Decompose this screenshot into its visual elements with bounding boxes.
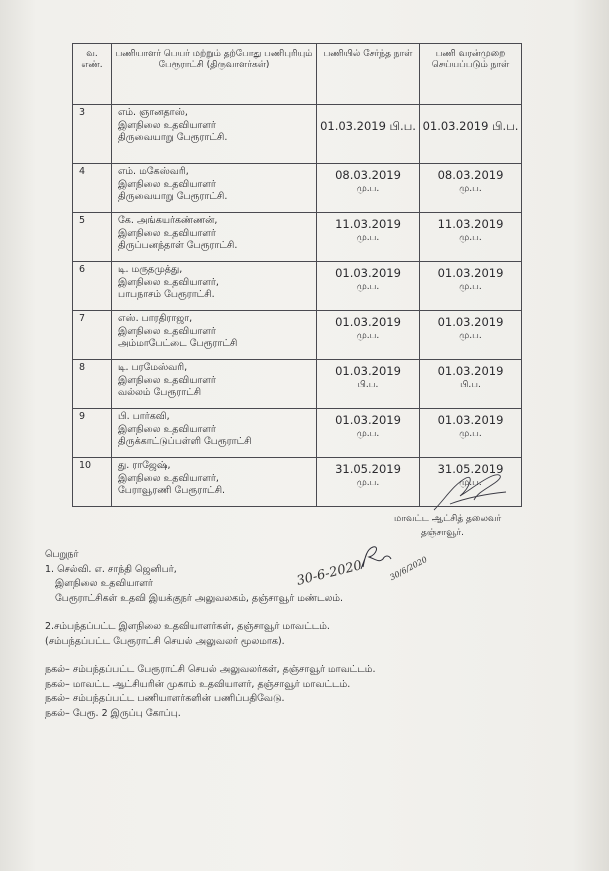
person-designation: இளநிலை உதவியாளர் — [118, 227, 216, 239]
joined-date-value: 11.03.2019 — [335, 217, 401, 231]
table-row — [73, 409, 522, 458]
row-regularized-date — [420, 213, 522, 262]
regularized-date-value: 01.03.2019 பி.ப. — [422, 119, 519, 133]
row-serial: 9 — [73, 409, 112, 458]
person-designation: இளநிலை உதவியாளர் — [118, 423, 216, 435]
joined-session: மு.ப. — [356, 184, 380, 194]
person-town: திருவையாறு பேரூராட்சி. — [118, 132, 228, 143]
row-person — [112, 360, 317, 409]
row-serial: 10 — [73, 458, 112, 507]
person-designation: இளநிலை உதவியாளர், — [118, 276, 219, 288]
regularized-session: மு.ப. — [459, 282, 482, 292]
copy-3: நகல்– சம்பந்தப்பட்ட பணியாளர்களின் பணிப்பதிவேடு. — [45, 693, 285, 704]
regularized-session: மு.ப. — [459, 331, 482, 341]
signatory-place: தஞ்சாவூர். — [421, 528, 464, 538]
joined-date-value: 01.03.2019 பி.ப. — [320, 119, 416, 133]
signatory-title: மாவட்ட ஆட்சித் தலைவர் — [394, 514, 502, 524]
row-joined-date — [317, 360, 420, 409]
handwritten-date-right: 30/6/2020 — [388, 554, 429, 583]
row-joined-date — [317, 311, 420, 360]
person-town: திருக்காட்டுப்பள்ளி பேரூராட்சி — [118, 436, 252, 447]
handwritten-date-left: 30-6-2020 — [295, 558, 364, 589]
recipient-1-office: பேரூராட்சிகள் உதவி இயக்குநர் அலுவலகம், தஞ்சாவூர் மண்டலம். — [55, 592, 344, 604]
table-row — [73, 213, 522, 262]
table-header-row — [73, 44, 522, 105]
row-serial: 3 — [73, 105, 112, 164]
joined-session: மு.ப. — [356, 478, 380, 488]
signatory-block — [394, 512, 501, 540]
joined-session: மு.ப. — [356, 429, 380, 439]
row-serial: 6 — [73, 262, 112, 311]
person-town: பாபநாசம் பேரூராட்சி. — [118, 289, 215, 300]
table-row — [73, 262, 522, 311]
row-joined-date — [317, 262, 420, 311]
row-joined-date — [317, 213, 420, 262]
recipient-2-line: 2.சம்பந்தப்பட்ட இளநிலை உதவியாளர்கள், தஞ்சாவூர் மாவட்டம். — [45, 621, 330, 632]
row-person — [112, 164, 317, 213]
header-joined: பணியில் சேர்ந்த நாள் — [317, 44, 420, 105]
row-person — [112, 458, 317, 507]
row-regularized-date — [420, 164, 522, 213]
person-town: அம்மாபேட்டை பேரூராட்சி — [118, 338, 238, 349]
row-person — [112, 213, 317, 262]
joined-date-value: 01.03.2019 — [335, 413, 401, 427]
person-town: வல்லம் பேரூராட்சி — [118, 387, 202, 398]
row-serial: 7 — [73, 311, 112, 360]
person-name: எம். ஞானதாஸ், — [118, 107, 188, 118]
row-joined-date — [317, 458, 420, 507]
header-regularized: பணி வரன்முறை செய்யப்படும் நாள் — [420, 44, 522, 105]
row-serial: 8 — [73, 360, 112, 409]
person-name: டி. பரமேஸ்வரி, — [118, 362, 188, 373]
row-regularized-date — [420, 360, 522, 409]
person-designation: இளநிலை உதவியாளர் — [118, 374, 216, 386]
regularized-session: மு.ப. — [459, 478, 482, 488]
regularized-session: மு.ப. — [459, 233, 482, 243]
person-town: திருப்பனந்தாள் பேரூராட்சி. — [118, 240, 238, 251]
row-regularized-date — [420, 311, 522, 360]
joined-date-value: 01.03.2019 — [335, 266, 401, 280]
regularized-date-value: 31.05.2019 — [437, 462, 504, 476]
row-regularized-date — [420, 105, 522, 164]
person-name: கே. அங்கயர்கண்ணன், — [118, 215, 218, 226]
joined-date-value: 08.03.2019 — [335, 168, 401, 182]
joined-session: மு.ப. — [356, 282, 380, 292]
person-name: பி. பார்கவி, — [118, 411, 170, 422]
regularized-date-value: 08.03.2019 — [437, 168, 504, 182]
joined-session: மு.ப. — [356, 331, 380, 341]
regularized-date-value: 01.03.2019 — [437, 266, 504, 280]
row-person — [112, 409, 317, 458]
person-name: எம். மகேஸ்வரி, — [118, 166, 189, 177]
person-name: எஸ். பாரதிராஜா, — [118, 313, 193, 324]
person-town: பேராவூரணி பேரூராட்சி. — [118, 485, 226, 496]
copy-4: நகல்– பேரூ. 2 இருப்பு கோப்பு. — [45, 707, 181, 719]
regularized-session: மு.ப. — [459, 184, 482, 194]
regularization-table — [72, 43, 522, 507]
table-row — [73, 105, 522, 164]
table-row — [73, 164, 522, 213]
joined-date-value: 01.03.2019 — [335, 315, 401, 329]
person-designation: இளநிலை உதவியாளர் — [118, 119, 216, 131]
person-name: து. ராஜேஷ், — [118, 460, 171, 471]
regularized-session: பி.ப. — [460, 380, 481, 390]
recipient-1-designation: இளநிலை உதவியாளர் — [55, 578, 153, 589]
regularized-session: மு.ப. — [459, 429, 482, 439]
header-name: பணியாளர் பெயர் மற்றும் தற்போது பணிபுரியும் பேரூராட்சி (திருவாளர்கள்) — [112, 44, 317, 105]
person-designation: இளநிலை உதவியாளர் — [118, 325, 216, 337]
regularized-date-value: 11.03.2019 — [437, 217, 504, 231]
row-serial: 4 — [73, 164, 112, 213]
row-regularized-date — [420, 409, 522, 458]
recipients-heading: பெறுநர் — [45, 549, 79, 560]
person-designation: இளநிலை உதவியாளர் — [118, 178, 216, 190]
person-name: டி. மருதமுத்து, — [118, 264, 183, 275]
person-town: திருவையாறு பேரூராட்சி. — [118, 191, 228, 202]
regularized-date-value: 01.03.2019 — [437, 413, 504, 427]
recipients-section — [45, 548, 505, 721]
row-person — [112, 262, 317, 311]
table-row — [73, 360, 522, 409]
recipient-1-name: 1. செல்வி. எ. சாந்தி ஜெனிபர், — [45, 563, 177, 575]
row-joined-date — [317, 164, 420, 213]
copy-2: நகல்– மாவட்ட ஆட்சியரின் முகாம் உதவியாளர், தஞ்சாவூர் மாவட்டம். — [45, 678, 351, 690]
row-joined-date — [317, 105, 420, 164]
row-person — [112, 105, 317, 164]
regularized-date-value: 01.03.2019 — [437, 315, 504, 329]
row-person — [112, 311, 317, 360]
header-serial: வ. எண். — [73, 44, 112, 105]
row-joined-date — [317, 409, 420, 458]
row-serial: 5 — [73, 213, 112, 262]
row-regularized-date — [420, 262, 522, 311]
regularized-date-value: 01.03.2019 — [437, 364, 504, 378]
table-row — [73, 311, 522, 360]
collector-signature — [430, 470, 510, 518]
joined-session: மு.ப. — [356, 233, 380, 243]
joined-session: பி.ப. — [357, 380, 379, 390]
recipient-2-note: (சம்பந்தப்பட்ட பேரூராட்சி செயல் அலுவலர் மூலமாக). — [45, 635, 285, 647]
copy-1: நகல்– சம்பந்தப்பட்ட பேரூராட்சி செயல் அலுவலர்கள், தஞ்சாவூர் மாவட்டம். — [45, 664, 376, 675]
joined-date-value: 01.03.2019 — [335, 364, 401, 378]
joined-date-value: 31.05.2019 — [335, 462, 401, 476]
person-designation: இளநிலை உதவியாளர், — [118, 472, 219, 484]
